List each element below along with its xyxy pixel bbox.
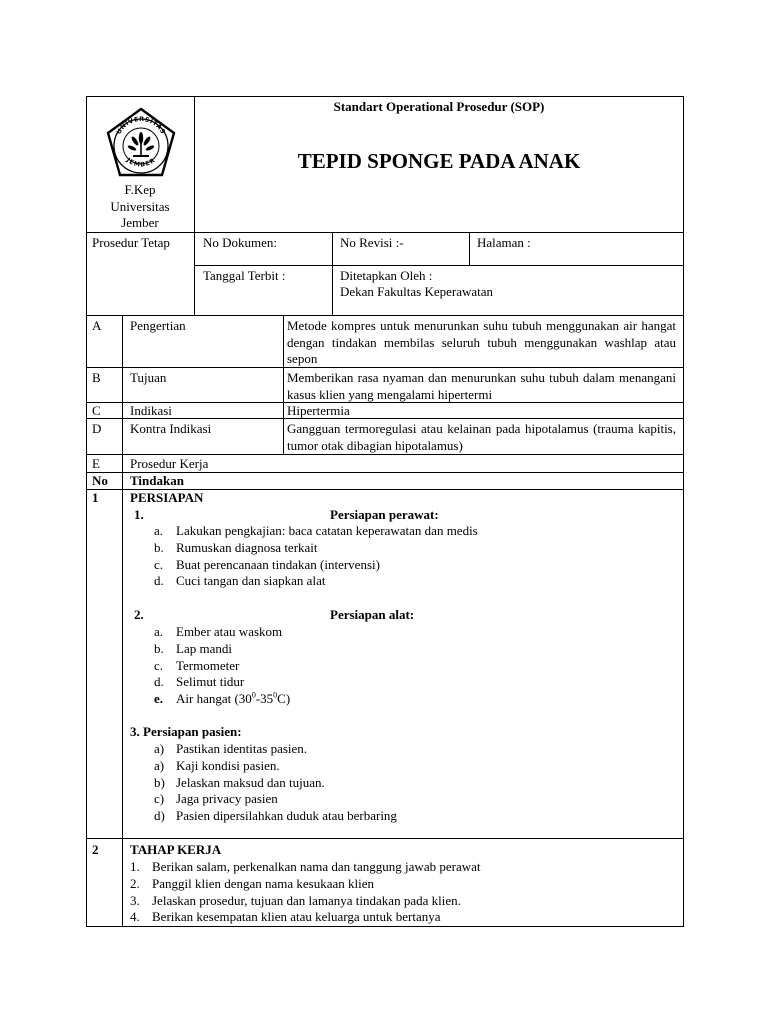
- row-c-label: Indikasi: [130, 403, 172, 418]
- tanggal-terbit-label: Tanggal Terbit :: [203, 268, 286, 283]
- row-b-code: B: [92, 370, 101, 385]
- section1-no: 1: [92, 490, 99, 505]
- row-e-label: Prosedur Kerja: [130, 456, 209, 471]
- prosedur-tetap-label: Prosedur Tetap: [92, 235, 170, 250]
- svg-text:JEMBER: JEMBER: [124, 156, 158, 169]
- document-title: TEPID SPONGE PADA ANAK: [297, 149, 581, 173]
- persiapan-pasien-title: 3. Persiapan pasien:: [130, 724, 242, 739]
- section1-title: PERSIAPAN: [130, 490, 204, 505]
- row-a-value: Metode kompres untuk menurunkan suhu tubuh menggunakan air hangat dengan tindakan membilas seluruh tubuh menggunakan washlap atau sepon: [287, 318, 676, 366]
- row-d-value: Gangguan termoregulasi atau kelainan pada hipotalamus (trauma kapitis, tumor otak dibagian hipotalamus): [287, 421, 676, 453]
- persiapan-alat-num: 2.: [134, 607, 144, 622]
- col-header-no: No: [92, 473, 108, 488]
- row-d-label: Kontra Indikasi: [130, 421, 212, 436]
- sop-label: Standart Operational Prosedur (SOP): [333, 99, 545, 114]
- organization-name: F.Kep Universitas Jember: [110, 182, 170, 230]
- no-dokumen-label: No Dokumen:: [203, 235, 278, 250]
- halaman-label: Halaman :: [477, 235, 531, 250]
- row-a-label: Pengertian: [130, 318, 186, 333]
- ditetapkan-nama: Dekan Fakultas Keperawatan: [340, 284, 494, 299]
- row-d-code: D: [92, 421, 102, 436]
- university-logo: [104, 107, 178, 181]
- section2-title: TAHAP KERJA: [130, 842, 222, 857]
- persiapan-alat-title: Persiapan alat:: [330, 607, 415, 622]
- row-a-code: A: [92, 318, 102, 333]
- row-b-label: Tujuan: [130, 370, 167, 385]
- row-c-code: C: [92, 403, 101, 418]
- col-header-tindakan: Tindakan: [130, 473, 184, 488]
- row-c-value: Hipertermia: [287, 403, 350, 418]
- ditetapkan-oleh-label: Ditetapkan Oleh :: [340, 268, 433, 283]
- row-b-value: Memberikan rasa nyaman dan menurunkan suhu tubuh dalam menangani kasus klien yang mengalami hipertermi: [287, 370, 676, 402]
- svg-text:UNIVERSITAS: UNIVERSITAS: [115, 115, 167, 136]
- row-e-code: E: [92, 456, 100, 471]
- persiapan-perawat-title: Persiapan perawat:: [330, 507, 439, 522]
- persiapan-perawat-num: 1.: [134, 507, 144, 522]
- no-revisi-label: No Revisi :-: [340, 235, 404, 250]
- section2-no: 2: [92, 842, 99, 857]
